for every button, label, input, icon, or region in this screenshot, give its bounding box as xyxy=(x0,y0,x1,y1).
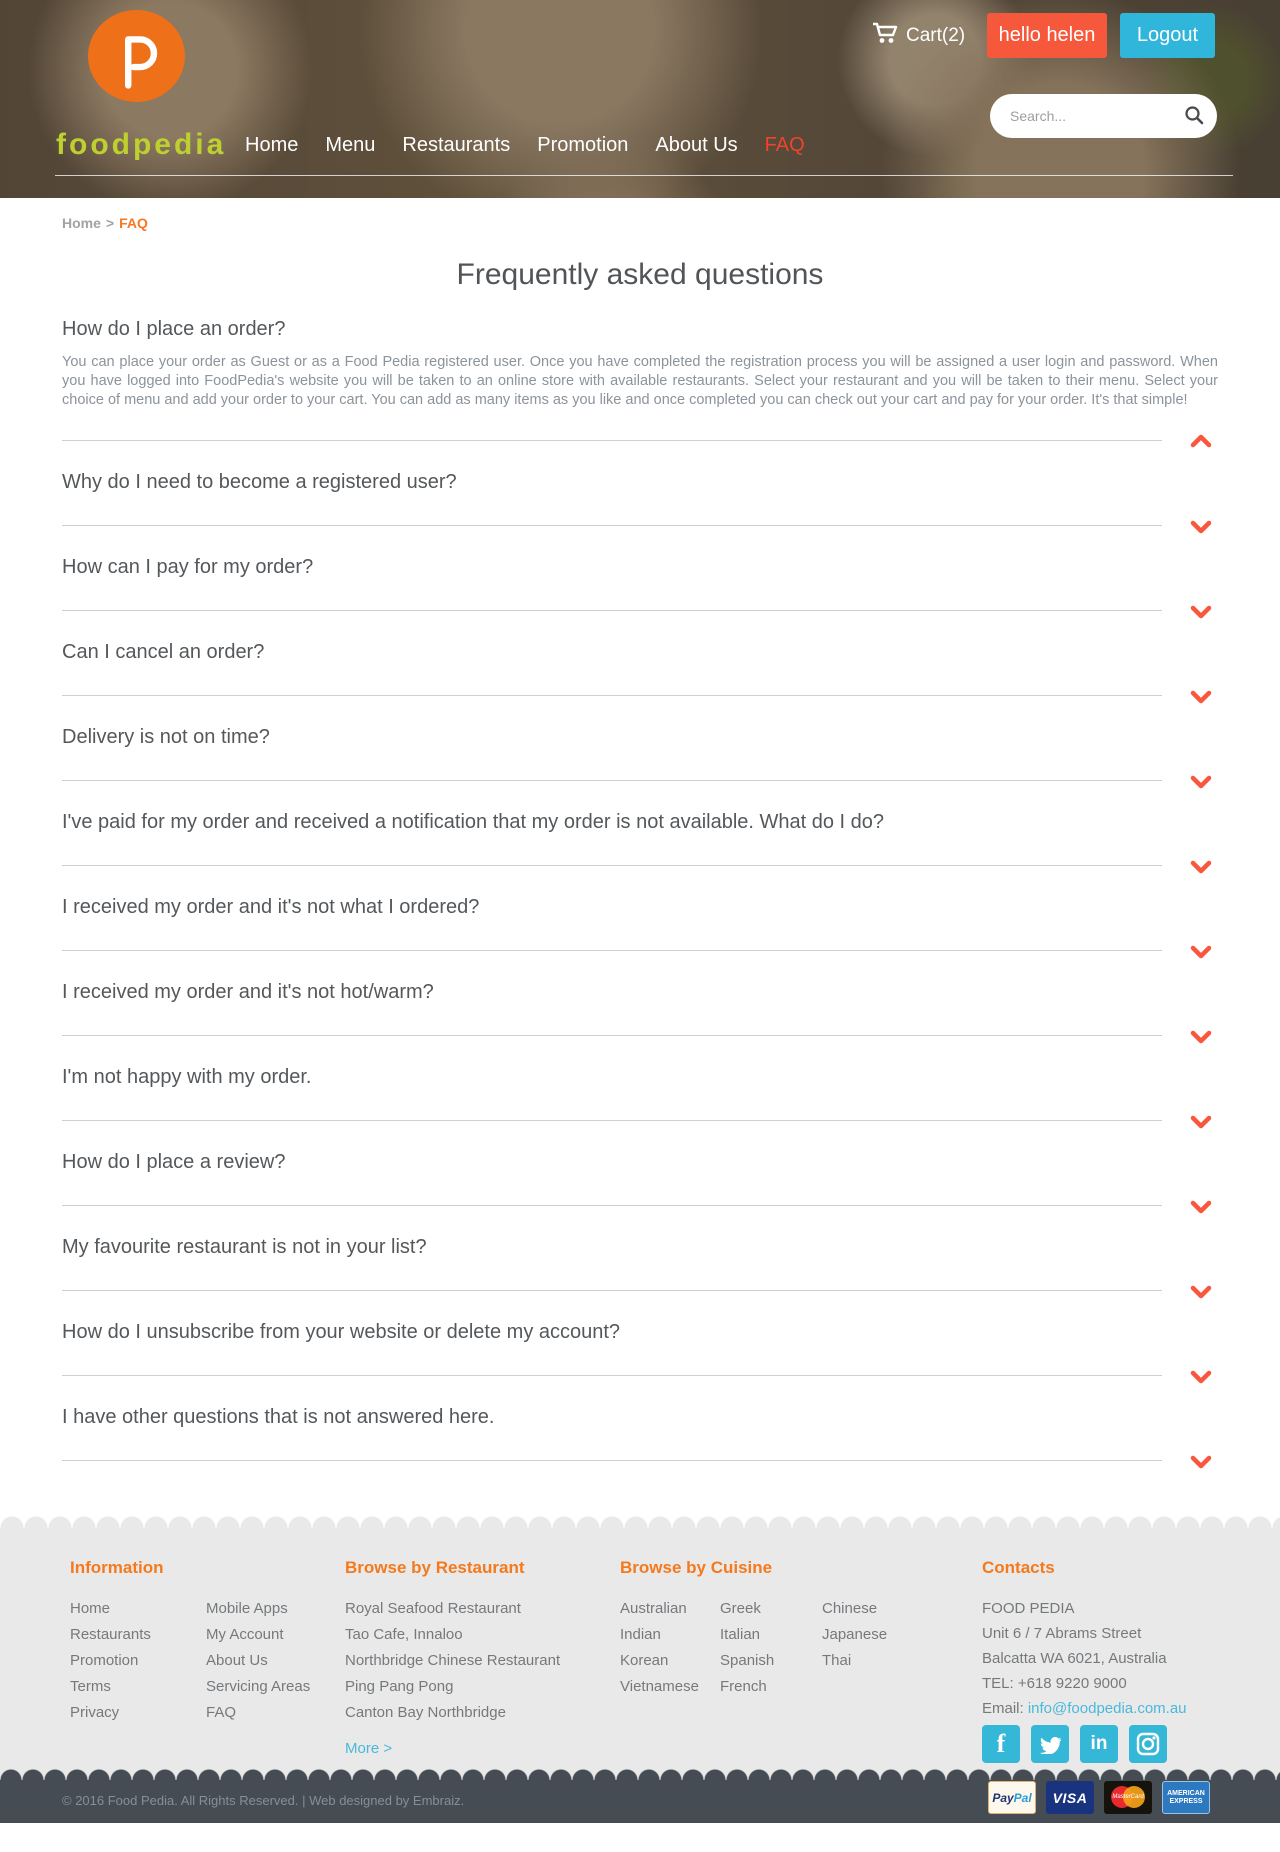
cart-icon xyxy=(872,22,898,50)
visa-icon: VISA xyxy=(1046,1781,1094,1814)
faq-item xyxy=(62,1036,1218,1121)
faq-question[interactable]: Delivery is not on time? xyxy=(62,726,270,748)
footer-link-restaurant[interactable]: Canton Bay Northbridge xyxy=(345,1704,506,1721)
footer-scallop-edge xyxy=(0,1514,1280,1528)
footer-link-restaurants[interactable]: Restaurants xyxy=(70,1626,151,1643)
footer-link-cuisine[interactable]: Chinese xyxy=(822,1600,878,1617)
divider xyxy=(62,1460,1162,1461)
linkedin-icon[interactable]: in xyxy=(1080,1725,1118,1763)
footer-link-privacy[interactable]: Privacy xyxy=(70,1704,120,1721)
footer-links-cuisine-3 xyxy=(822,1600,887,1678)
footer-heading-cuisine: Browse by Cuisine xyxy=(620,1558,773,1577)
payment-methods xyxy=(988,1781,1210,1814)
nav-faq[interactable]: FAQ xyxy=(764,134,805,156)
brand-logo[interactable] xyxy=(56,8,246,168)
footer-link-cuisine[interactable]: Italian xyxy=(720,1626,761,1643)
faq-answer: You can place your order as Guest or as a Food Pedia registered user. Once you have completed the registration process you will be assigned a user login and password. When you have logged into FoodPedia's website you will be taken to an online store with available restaurants. Select your restaurant and you will be taken to their menu. Select your choice of menu and add your order to your cart. You can add as many items as you like and once completed you can check out your cart and pay for your order. It's that simple! xyxy=(62,354,1218,408)
faq-question[interactable]: I have other questions that is not answered here. xyxy=(62,1406,495,1428)
cart-label: Cart(2) xyxy=(906,25,966,46)
main-nav xyxy=(245,134,805,157)
faq-question[interactable]: How do I place a review? xyxy=(62,1151,286,1173)
footer-link-restaurant[interactable]: Royal Seafood Restaurant xyxy=(345,1600,521,1617)
bottom-bar-scallop-edge xyxy=(0,1768,1280,1780)
paypal-icon: Pay Pal xyxy=(988,1781,1036,1814)
faq-question[interactable]: I received my order and it's not hot/warm? xyxy=(62,981,434,1003)
search-icon[interactable] xyxy=(1183,105,1205,127)
breadcrumb xyxy=(0,198,1280,231)
nav-home[interactable]: Home xyxy=(245,134,299,156)
faq-item xyxy=(62,866,1218,951)
footer-link-restaurant[interactable]: Northbridge Chinese Restaurant xyxy=(345,1652,561,1669)
footer-link-home[interactable]: Home xyxy=(70,1600,111,1617)
faq-item xyxy=(62,441,1218,526)
nav-promotion[interactable]: Promotion xyxy=(537,134,629,156)
instagram-icon[interactable] xyxy=(1129,1725,1167,1763)
nav-menu[interactable]: Menu xyxy=(325,134,376,156)
search-input[interactable] xyxy=(1010,105,1170,127)
footer-link-cuisine[interactable]: Thai xyxy=(822,1652,852,1669)
footer-more-link[interactable]: More > xyxy=(345,1740,393,1757)
faq-item xyxy=(62,526,1218,611)
site-header xyxy=(0,0,1280,198)
footer-link-cuisine[interactable]: Greek xyxy=(720,1600,761,1617)
footer-link-faq[interactable]: FAQ xyxy=(206,1704,237,1721)
faq-item xyxy=(62,1376,1218,1461)
faq-question[interactable]: How can I pay for my order? xyxy=(62,556,314,578)
footer-links-restaurants xyxy=(345,1600,560,1730)
footer-link-cuisine[interactable]: Vietnamese xyxy=(620,1678,699,1695)
nav-divider xyxy=(55,175,1233,176)
faq-question[interactable]: How do I place an order? xyxy=(62,318,286,340)
faq-item xyxy=(62,951,1218,1036)
breadcrumb-home[interactable]: Home xyxy=(62,215,101,231)
footer-link-cuisine[interactable]: Korean xyxy=(620,1652,669,1669)
faq-list xyxy=(62,318,1218,1461)
footer-contacts xyxy=(982,1600,1167,1700)
faq-item xyxy=(62,1121,1218,1206)
footer-link-cuisine[interactable]: Australian xyxy=(620,1600,687,1617)
footer-link-my-account[interactable]: My Account xyxy=(206,1626,284,1643)
logout-button[interactable]: Logout xyxy=(1120,13,1215,58)
footer-links-cuisine-1 xyxy=(620,1600,699,1704)
faq-item-expanded xyxy=(62,318,1218,441)
footer-link-about-us[interactable]: About Us xyxy=(206,1652,268,1669)
faq-question[interactable]: My favourite restaurant is not in your list? xyxy=(62,1236,427,1258)
faq-question[interactable]: Why do I need to become a registered user? xyxy=(62,471,457,493)
contact-email-line xyxy=(982,1700,1187,1717)
footer-link-cuisine[interactable]: Indian xyxy=(620,1626,661,1643)
chevron-down-icon[interactable] xyxy=(1190,1453,1212,1470)
footer-heading-restaurants: Browse by Restaurant xyxy=(345,1558,525,1577)
faq-item xyxy=(62,1206,1218,1291)
nav-about-us[interactable]: About Us xyxy=(655,134,738,156)
contact-phone: TEL: +618 9220 9000 xyxy=(982,1675,1127,1692)
breadcrumb-separator: > xyxy=(105,215,115,231)
brand-wordmark: foodpedia xyxy=(56,128,227,161)
footer-heading-information: Information xyxy=(70,1558,164,1577)
footer-links-information-1 xyxy=(70,1600,151,1730)
footer-link-mobile-apps[interactable]: Mobile Apps xyxy=(206,1600,288,1617)
footer-link-restaurant[interactable]: Ping Pang Pong xyxy=(345,1678,454,1695)
nav-restaurants[interactable]: Restaurants xyxy=(402,134,511,156)
bottom-bar xyxy=(0,1780,1280,1823)
copyright-text: © 2016 Food Pedia. All Rights Reserved. | Web designed by Embraiz. xyxy=(62,1793,465,1808)
footer-link-promotion[interactable]: Promotion xyxy=(70,1652,139,1669)
social-row xyxy=(982,1725,1167,1763)
mastercard-icon: MasterCard xyxy=(1104,1781,1152,1814)
faq-question[interactable]: I've paid for my order and received a notification that my order is not available. What do I do? xyxy=(62,811,885,833)
faq-item xyxy=(62,696,1218,781)
footer-link-terms[interactable]: Terms xyxy=(70,1678,111,1695)
faq-item xyxy=(62,611,1218,696)
contact-company: FOOD PEDIA xyxy=(982,1600,1075,1617)
footer-link-restaurant[interactable]: Tao Cafe, Innaloo xyxy=(345,1626,463,1643)
faq-question[interactable]: I received my order and it's not what I ordered? xyxy=(62,896,480,918)
foodpedia-logo-icon xyxy=(88,10,185,102)
faq-question[interactable]: How do I unsubscribe from your website or delete my account? xyxy=(62,1321,621,1343)
faq-question[interactable]: Can I cancel an order? xyxy=(62,641,265,663)
footer-links-cuisine-2 xyxy=(720,1600,774,1704)
faq-item xyxy=(62,781,1218,866)
greeting-button[interactable]: hello helen xyxy=(987,13,1107,58)
amex-icon: AMERICAN EXPRESS xyxy=(1162,1781,1210,1814)
search-box xyxy=(990,94,1217,138)
cart-button[interactable] xyxy=(872,22,965,50)
footer-links-information-2 xyxy=(206,1600,310,1730)
footer-heading-contacts: Contacts xyxy=(982,1558,1055,1577)
faq-item xyxy=(62,1291,1218,1376)
facebook-icon[interactable]: f xyxy=(982,1725,1020,1763)
footer-link-cuisine[interactable]: Japanese xyxy=(822,1626,888,1643)
footer-link-servicing-areas[interactable]: Servicing Areas xyxy=(206,1678,311,1695)
email-label: Email: xyxy=(982,1700,1028,1717)
email-link[interactable]: info@foodpedia.com.au xyxy=(1027,1700,1187,1717)
contact-address-1: Unit 6 / 7 Abrams Street xyxy=(982,1625,1142,1642)
footer-link-cuisine[interactable]: Spanish xyxy=(720,1652,775,1669)
contact-address-2: Balcatta WA 6021, Australia xyxy=(982,1650,1167,1667)
page-title: Frequently asked questions xyxy=(456,258,824,291)
faq-question[interactable]: I'm not happy with my order. xyxy=(62,1066,312,1088)
footer-link-cuisine[interactable]: French xyxy=(720,1678,767,1695)
breadcrumb-current: FAQ xyxy=(119,215,148,231)
footer xyxy=(0,1528,1280,1768)
twitter-icon[interactable] xyxy=(1031,1725,1069,1763)
